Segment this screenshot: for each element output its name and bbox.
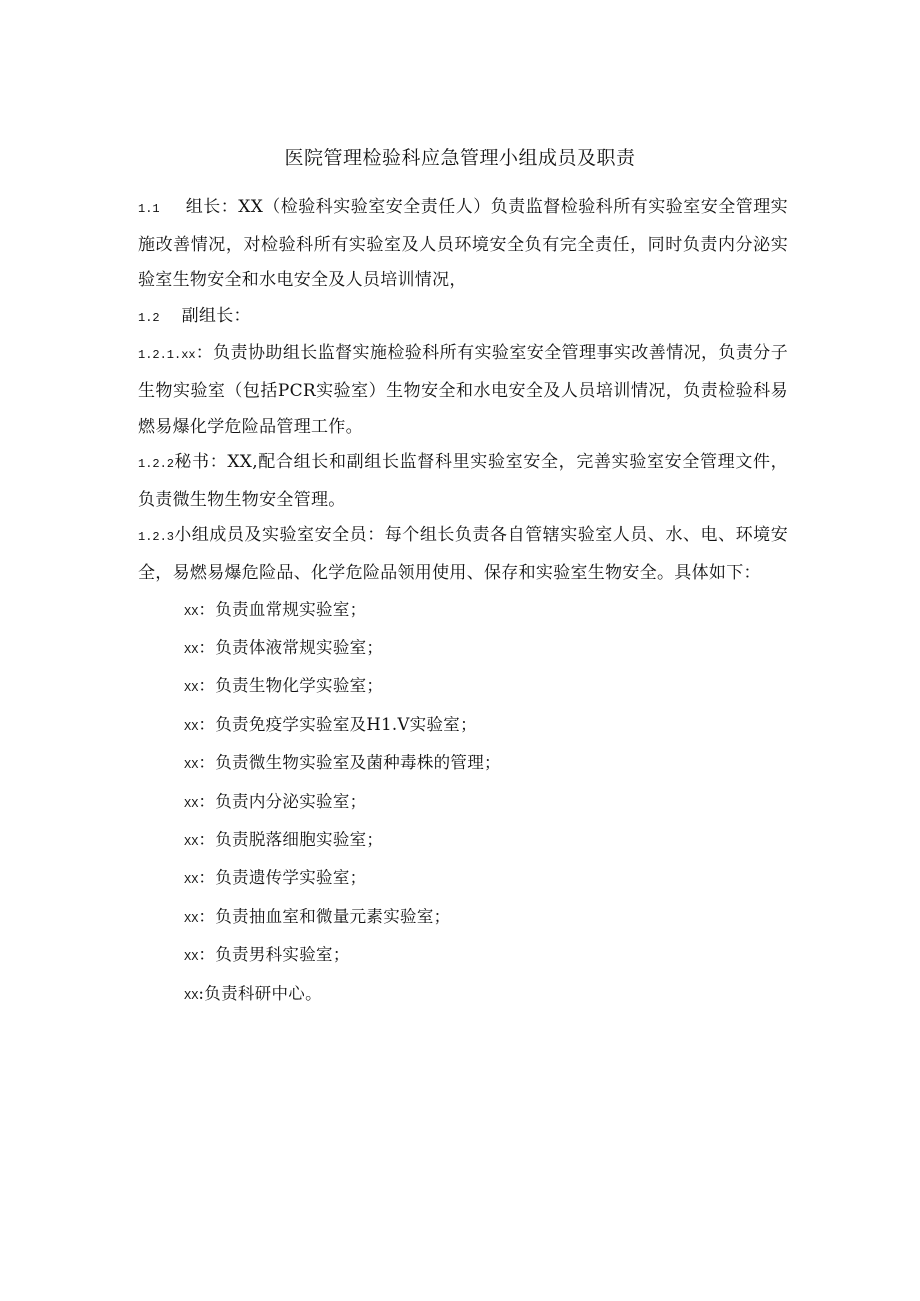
duty: 负责内分泌实验室；	[215, 791, 367, 811]
section-text: 组长：XX（检验科实验室安全责任人）负责监督检验科所有实验室安全管理实施改善情况，对检验科所有实验室及人员环境安全负有完全责任，同时负责内分泌实验室生物安全和水电安全及人员培训情况，	[138, 197, 788, 291]
assignee: XX	[184, 873, 199, 888]
duty: 负责抽血室和微量元素实验室；	[215, 906, 451, 926]
section-1-2	[138, 299, 788, 337]
separator: ：	[198, 868, 216, 888]
assignee: XX	[184, 834, 199, 849]
assignee: XX	[184, 642, 199, 657]
list-item	[138, 707, 788, 745]
separator: ：	[198, 676, 216, 696]
assignee: XX	[184, 681, 199, 696]
section-1-1	[138, 190, 788, 299]
section-number: 1.2	[138, 310, 160, 325]
list-item	[138, 899, 788, 937]
list-item	[138, 937, 788, 975]
duty: 负责脱落细胞实验室；	[215, 829, 384, 849]
assignee: XX	[184, 796, 199, 811]
assignee: XX	[184, 950, 199, 965]
duty: 负责生物化学实验室；	[215, 676, 384, 696]
duty: 负责男科实验室；	[215, 945, 350, 965]
duty: 负责体液常规实验室；	[215, 637, 384, 657]
section-text: 副组长：	[181, 305, 251, 326]
assignee: XX	[184, 988, 199, 1003]
section-text: ：负责协助组长监督实施检验科所有实验室安全管理事实改善情况，负责分子生物实验室（包括PCR实验室）生物安全和水电安全及人员培训情况，负责检验科易燃易爆化学危险品管理工作。	[138, 343, 788, 437]
separator: ：	[198, 945, 216, 965]
section-number: 1.2.1.xx	[138, 348, 196, 363]
section-1-2-2	[138, 445, 788, 518]
separator: ：	[198, 599, 216, 619]
separator: ：	[198, 791, 216, 811]
duty: 负责血常规实验室；	[215, 599, 367, 619]
separator: ：	[198, 906, 216, 926]
section-text: 小组成员及实验室安全员：每个组长负责各自管辖实验室人员、水、电、环境安全，易燃易爆危险品、化学危险品领用使用、保存和实验室生物安全。具体如下：	[138, 525, 788, 583]
separator: ：	[198, 753, 216, 773]
section-1-2-1	[138, 336, 788, 445]
separator: :	[198, 983, 205, 1003]
list-item	[138, 745, 788, 783]
assignment-list	[138, 592, 788, 1014]
assignee: XX	[184, 604, 199, 619]
duty: 负责科研中心。	[204, 983, 322, 1003]
section-text: 秘书：XX,配合组长和副组长监督科里实验室安全，完善实验室安全管理文件，负责微生物生物安全管理。	[138, 452, 788, 510]
duty: 负责微生物实验室及菌种毒株的管理；	[215, 753, 501, 773]
section-number: 1.2.2	[138, 457, 175, 472]
section-number: 1.2.3	[138, 530, 175, 545]
list-item	[138, 668, 788, 706]
assignee: XX	[184, 719, 199, 734]
section-1-2-3	[138, 518, 788, 591]
list-item	[138, 592, 788, 630]
section-number: 1.1	[138, 202, 160, 216]
document-title: 医院管理检验科应急管理小组成员及职责	[284, 147, 636, 169]
separator: ：	[198, 714, 216, 734]
assignee: XX	[184, 758, 199, 773]
separator: ：	[198, 637, 216, 657]
list-item	[138, 630, 788, 668]
assignee: XX	[184, 911, 199, 926]
separator: ：	[198, 829, 216, 849]
document-body	[138, 190, 788, 1014]
list-item	[138, 860, 788, 898]
list-item	[138, 822, 788, 860]
duty: 负责免疫学实验室及H1.V实验室；	[215, 714, 477, 734]
list-item	[138, 976, 788, 1014]
list-item	[138, 784, 788, 822]
duty: 负责遗传学实验室；	[215, 868, 367, 888]
